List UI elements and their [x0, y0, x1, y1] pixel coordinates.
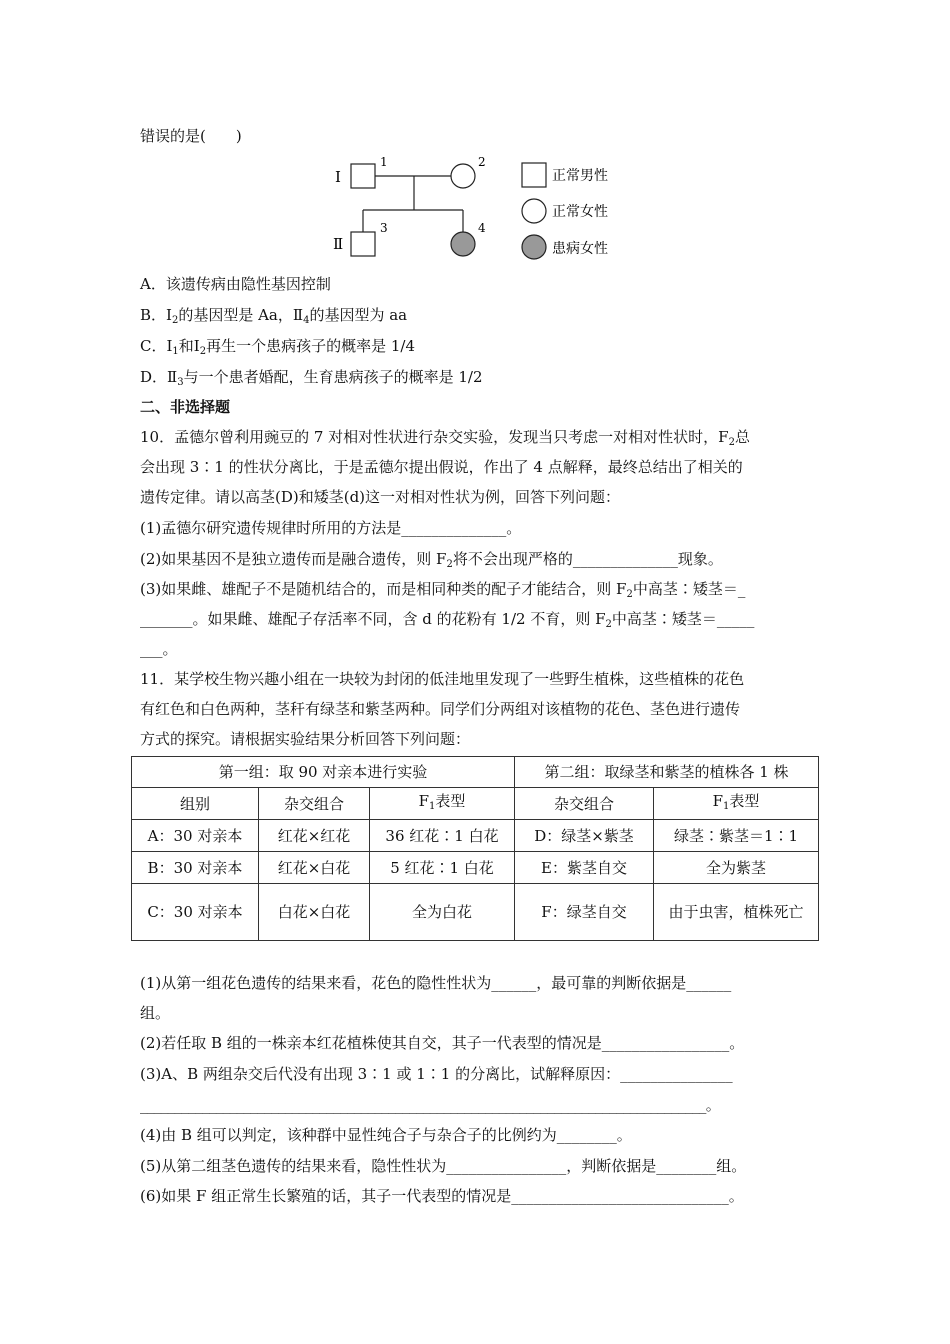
group-1-header: 第一组：取 90 对亲本进行实验	[132, 757, 515, 788]
opt-b-sub: 2	[171, 315, 179, 326]
individual-I2-normal-female	[451, 164, 475, 188]
legend-female-label: 正常女性	[552, 204, 608, 220]
q11-line-1: 11．某学校生物兴趣小组在一块较为封闭的低洼地里发现了一些野生植株，这些植株的花色	[140, 670, 745, 688]
individual-II4-number: 4	[478, 221, 486, 235]
table-cell: 36 红花∶1 白花	[370, 820, 515, 852]
table-cell: 绿茎∶紫茎＝1∶1	[654, 820, 819, 852]
q10-sub: 2	[626, 589, 633, 600]
table-cell: 5 红花∶1 白花	[370, 852, 515, 884]
q10-line-2: 会出现 3∶1 的性状分离比，于是孟德尔提出假说，作出了 4 点解释，最终总结出了相关的	[140, 458, 743, 476]
q10-sub: 2	[446, 559, 453, 570]
q9-option-b	[140, 304, 812, 332]
table-cell: E：紫茎自交	[515, 852, 654, 884]
pedigree-chart	[320, 150, 640, 265]
q10-sub: 2	[728, 437, 735, 448]
q10-part-1: (1)孟德尔研究遗传规律时所用的方法是______________。	[140, 519, 522, 537]
table-cell: F：绿茎自交	[515, 884, 654, 941]
table-row	[132, 820, 819, 852]
opt-c-sub: 2	[199, 346, 207, 357]
table-row	[132, 852, 819, 884]
section-heading: 二、非选择题	[140, 398, 231, 416]
q10-line-3: 遗传定律。请以高茎(D)和矮茎(d)这一对相对性状为例，回答下列问题：	[140, 488, 621, 506]
f1-text: F	[712, 791, 724, 810]
q11-answer-3-blank: __________________________________________________________________________________。	[140, 1096, 721, 1114]
q11-line-2: 有红色和白色两种，茎秆有绿茎和紫茎两种。同学们分两组对该植物的花色、茎色进行遗传	[140, 700, 741, 718]
q10-part-2	[140, 548, 812, 576]
q10-part-3-end: ___。	[140, 640, 178, 658]
q11-answer-3: (3)A、B 两组杂交后代没有出现 3∶1 或 1∶1 的分离比，试解释原因：_______________	[140, 1065, 733, 1083]
opt-b-part: 的基因型是 Aa，Ⅱ	[178, 306, 304, 324]
q11-answer-2: (2)若任取 B 组的一株亲本红花植株使其自交，其子一代表型的情况是_________________。	[140, 1034, 745, 1052]
header-f1-2	[654, 788, 819, 820]
q10-part-3-continued	[140, 608, 812, 636]
q9-option-d	[140, 366, 812, 394]
q9-stem-tail: 错误的是( )	[140, 127, 242, 145]
q10-part-3	[140, 578, 812, 606]
legend-male-symbol	[522, 163, 546, 187]
table-cell: 红花×红花	[259, 820, 370, 852]
opt-d-part: D．Ⅱ	[140, 368, 178, 386]
table-cell: 全为白花	[370, 884, 515, 941]
opt-c-part: 和Ⅰ	[178, 337, 200, 355]
legend-affected-female-label: 患病女性	[552, 241, 608, 257]
generation-2-label: Ⅱ	[333, 235, 344, 253]
q11-answer-4: (4)由 B 组可以判定，该种群中显性纯合子与杂合子的比例约为________。	[140, 1126, 632, 1144]
individual-II3-normal-male	[351, 232, 375, 256]
individual-II4-affected-female	[451, 232, 475, 256]
table-cell: D：绿茎×紫茎	[515, 820, 654, 852]
q10-text: 总	[734, 428, 750, 446]
f1-text: 表型	[729, 791, 760, 810]
opt-c-sub: 1	[172, 346, 179, 357]
q11-answer-1-end: 组。	[140, 1004, 171, 1022]
experiment-table	[131, 756, 819, 941]
q9-option-a: A．该遗传病由隐性基因控制	[140, 275, 331, 293]
q10-sub: 2	[605, 619, 612, 630]
individual-II3-number: 3	[380, 221, 388, 235]
table-cell: 红花×白花	[259, 852, 370, 884]
table-cell: 全为紫茎	[654, 852, 819, 884]
f1-text: 表型	[435, 791, 466, 810]
legend-female-symbol	[522, 199, 546, 223]
legend-affected-female-symbol	[522, 235, 546, 259]
q11-answer-6: (6)如果 F 组正常生长繁殖的话，其子一代表型的情况是_____________________________。	[140, 1187, 744, 1205]
table-cell: A：30 对亲本	[132, 820, 259, 852]
group-2-header: 第二组：取绿茎和紫茎的植株各 1 株	[515, 757, 819, 788]
individual-I2-number: 2	[478, 155, 486, 169]
opt-b-part: 的基因型为 aa	[309, 306, 408, 324]
header-group: 组别	[132, 788, 259, 820]
f1-sub: 1	[429, 800, 436, 812]
q11-answer-5: (5)从第二组茎色遗传的结果来看，隐性性状为________________，判断依据是________组。	[140, 1157, 747, 1175]
table-cell: B：30 对亲本	[132, 852, 259, 884]
table-cell: 白花×白花	[259, 884, 370, 941]
table-row	[132, 884, 819, 941]
header-cross-1: 杂交组合	[259, 788, 370, 820]
opt-b-sub: 4	[303, 315, 310, 326]
f1-sub: 1	[723, 800, 730, 812]
generation-1-label: Ⅰ	[335, 168, 341, 186]
opt-b-part: B．Ⅰ	[140, 306, 172, 324]
opt-c-part: C．Ⅰ	[140, 337, 173, 355]
individual-I1-number: 1	[380, 155, 388, 169]
header-cross-2: 杂交组合	[515, 788, 654, 820]
q10-text: 中高茎∶矮茎＝_____	[611, 610, 755, 628]
opt-d-sub: 3	[177, 377, 184, 388]
q11-answer-1: (1)从第一组花色遗传的结果来看，花色的隐性性状为______，最可靠的判断依据是______	[140, 974, 732, 992]
table-cell: C：30 对亲本	[132, 884, 259, 941]
legend-male-label: 正常男性	[552, 168, 608, 184]
q10-text: (2)如果基因不是独立遗传而是融合遗传，则 F	[140, 550, 447, 568]
q10-text: _______。如果雌、雄配子存活率不同，含 d 的花粉有 1/2 不育，则 F	[140, 610, 606, 628]
q10-line-1	[140, 426, 812, 454]
q10-text: 10．孟德尔曾利用豌豆的 7 对相对性状进行杂交实验，发现当只考虑一对相对性状时，F	[140, 428, 729, 446]
q9-option-c	[140, 335, 812, 363]
q10-text: 将不会出现严格的______________现象。	[452, 550, 723, 568]
table-cell: 由于虫害，植株死亡	[654, 884, 819, 941]
f1-text: F	[418, 791, 430, 810]
individual-I1-normal-male	[351, 164, 375, 188]
q10-text: (3)如果雌、雄配子不是随机结合的，而是相同种类的配子才能结合，则 F	[140, 580, 627, 598]
q11-line-3: 方式的探究。请根据实验结果分析回答下列问题：	[140, 730, 471, 748]
opt-c-part: 再生一个患病孩子的概率是 1/4	[206, 337, 416, 355]
q10-text: 中高茎∶矮茎＝_	[632, 580, 746, 598]
header-f1-1	[370, 788, 515, 820]
opt-d-part: 与一个患者婚配，生育患病孩子的概率是 1/2	[183, 368, 483, 386]
